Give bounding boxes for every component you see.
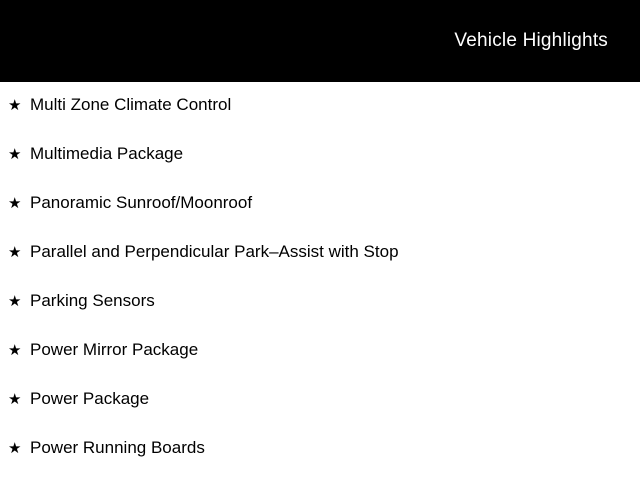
list-item-label: Panoramic Sunroof/Moonroof: [30, 193, 253, 212]
star-icon: ★: [8, 97, 22, 114]
star-icon: ★: [8, 244, 22, 261]
list-item: [0, 95, 640, 144]
list-item-label: Power Running Boards: [30, 438, 205, 457]
list-item-label: Parallel and Perpendicular Park–Assist with Stop: [30, 242, 399, 261]
list-item-label: Power Mirror Package: [30, 340, 199, 359]
list-item: [0, 144, 640, 193]
star-icon: ★: [8, 293, 22, 310]
vehicle-highlights-list: [0, 82, 640, 487]
list-item: [0, 193, 640, 242]
star-icon: ★: [8, 391, 22, 408]
star-icon: ★: [8, 342, 22, 359]
list-item: [0, 242, 640, 291]
list-item-label: Multi Zone Climate Control: [30, 95, 232, 114]
star-icon: ★: [8, 440, 22, 457]
star-icon: ★: [8, 195, 22, 212]
page-header: [0, 0, 640, 82]
list-item-label: Parking Sensors: [30, 291, 155, 310]
page-title: Vehicle Highlights: [454, 30, 608, 51]
star-icon: ★: [8, 146, 22, 163]
list-item: [0, 291, 640, 340]
list-item-label: Multimedia Package: [30, 144, 184, 163]
list-item: [0, 340, 640, 389]
list-item-label: Power Package: [30, 389, 150, 408]
list-item: [0, 389, 640, 438]
